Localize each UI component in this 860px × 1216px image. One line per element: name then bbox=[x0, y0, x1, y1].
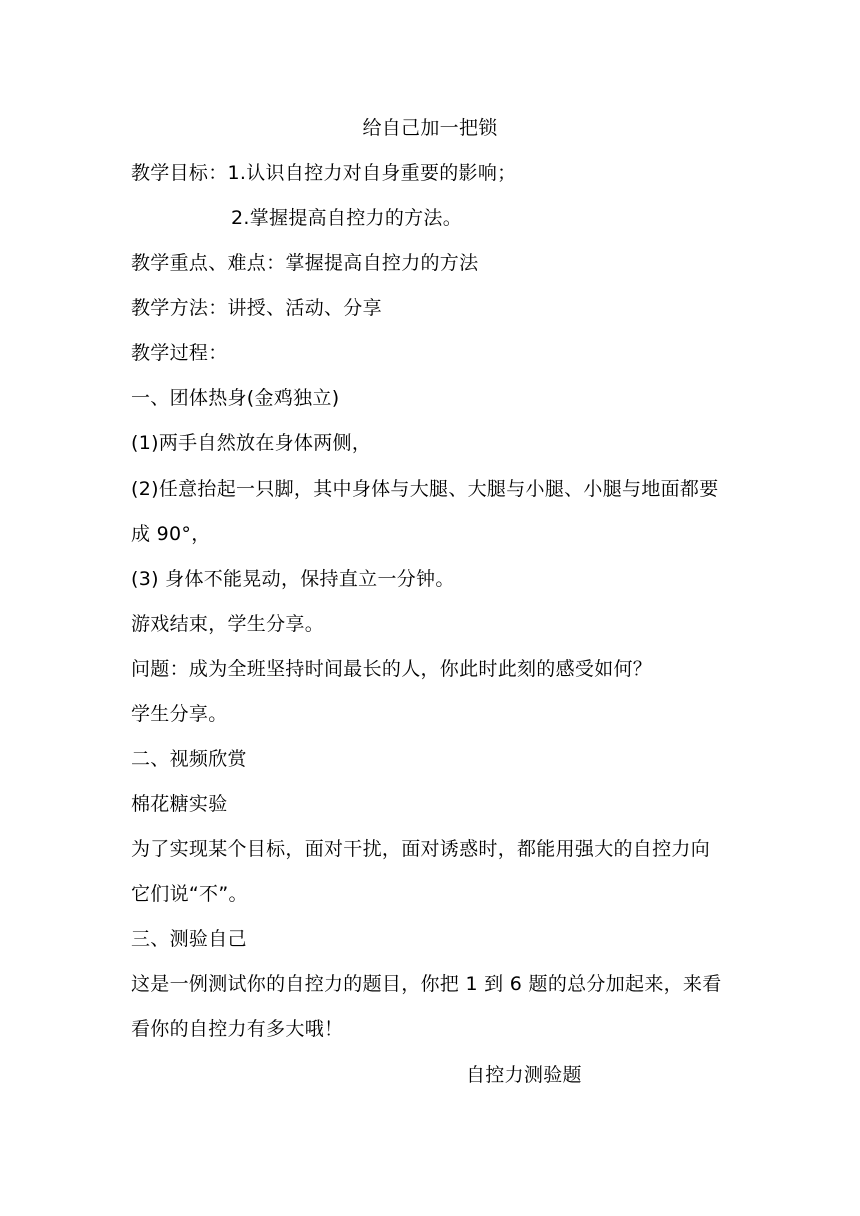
teaching-goal-1: 1.认识自控力对自身重要的影响； bbox=[227, 162, 517, 184]
teaching-goal-2: 2.掌握提高自控力的方法。 bbox=[231, 207, 463, 229]
step-1: (1)两手自然放在身体两侧， bbox=[131, 432, 372, 454]
step-2-line-2: 成 90°， bbox=[131, 523, 211, 545]
teaching-goals bbox=[131, 160, 516, 186]
key-points: 教学重点、难点：掌握提高自控力的方法 bbox=[131, 252, 479, 274]
section-1-heading: 一、团体热身(金鸡独立) bbox=[131, 387, 340, 409]
teaching-methods: 教学方法：讲授、活动、分享 bbox=[131, 297, 382, 319]
step-2-line-1: (2)任意抬起一只脚，其中身体与大腿、大腿与小腿、小腿与地面都要 bbox=[131, 478, 719, 500]
marshmallow-text-line-2: 它们说“不”。 bbox=[131, 883, 248, 905]
marshmallow-experiment: 棉花糖实验 bbox=[131, 793, 228, 815]
marshmallow-text-line-1: 为了实现某个目标，面对干扰，面对诱惑时，都能用强大的自控力向 bbox=[131, 838, 711, 860]
test-intro-line-1: 这是一例测试你的自控力的题目，你把 1 到 6 题的总分加起来，来看 bbox=[131, 973, 722, 995]
test-intro-line-2: 看你的自控力有多大哦！ bbox=[131, 1018, 344, 1040]
game-end: 游戏结束，学生分享。 bbox=[131, 613, 325, 635]
quiz-title: 自控力测验题 bbox=[466, 1064, 582, 1086]
question: 问题：成为全班坚持时间最长的人，你此时此刻的感受如何？ bbox=[131, 658, 653, 680]
document-title: 给自己加一把锁 bbox=[362, 117, 498, 139]
process-label: 教学过程： bbox=[131, 342, 228, 364]
student-share: 学生分享。 bbox=[131, 703, 228, 725]
section-3-heading: 三、测验自己 bbox=[131, 928, 247, 950]
step-3: (3) 身体不能晃动，保持直立一分钟。 bbox=[131, 568, 455, 590]
section-2-heading: 二、视频欣赏 bbox=[131, 748, 247, 770]
teaching-goals-label: 教学目标： bbox=[131, 162, 228, 184]
